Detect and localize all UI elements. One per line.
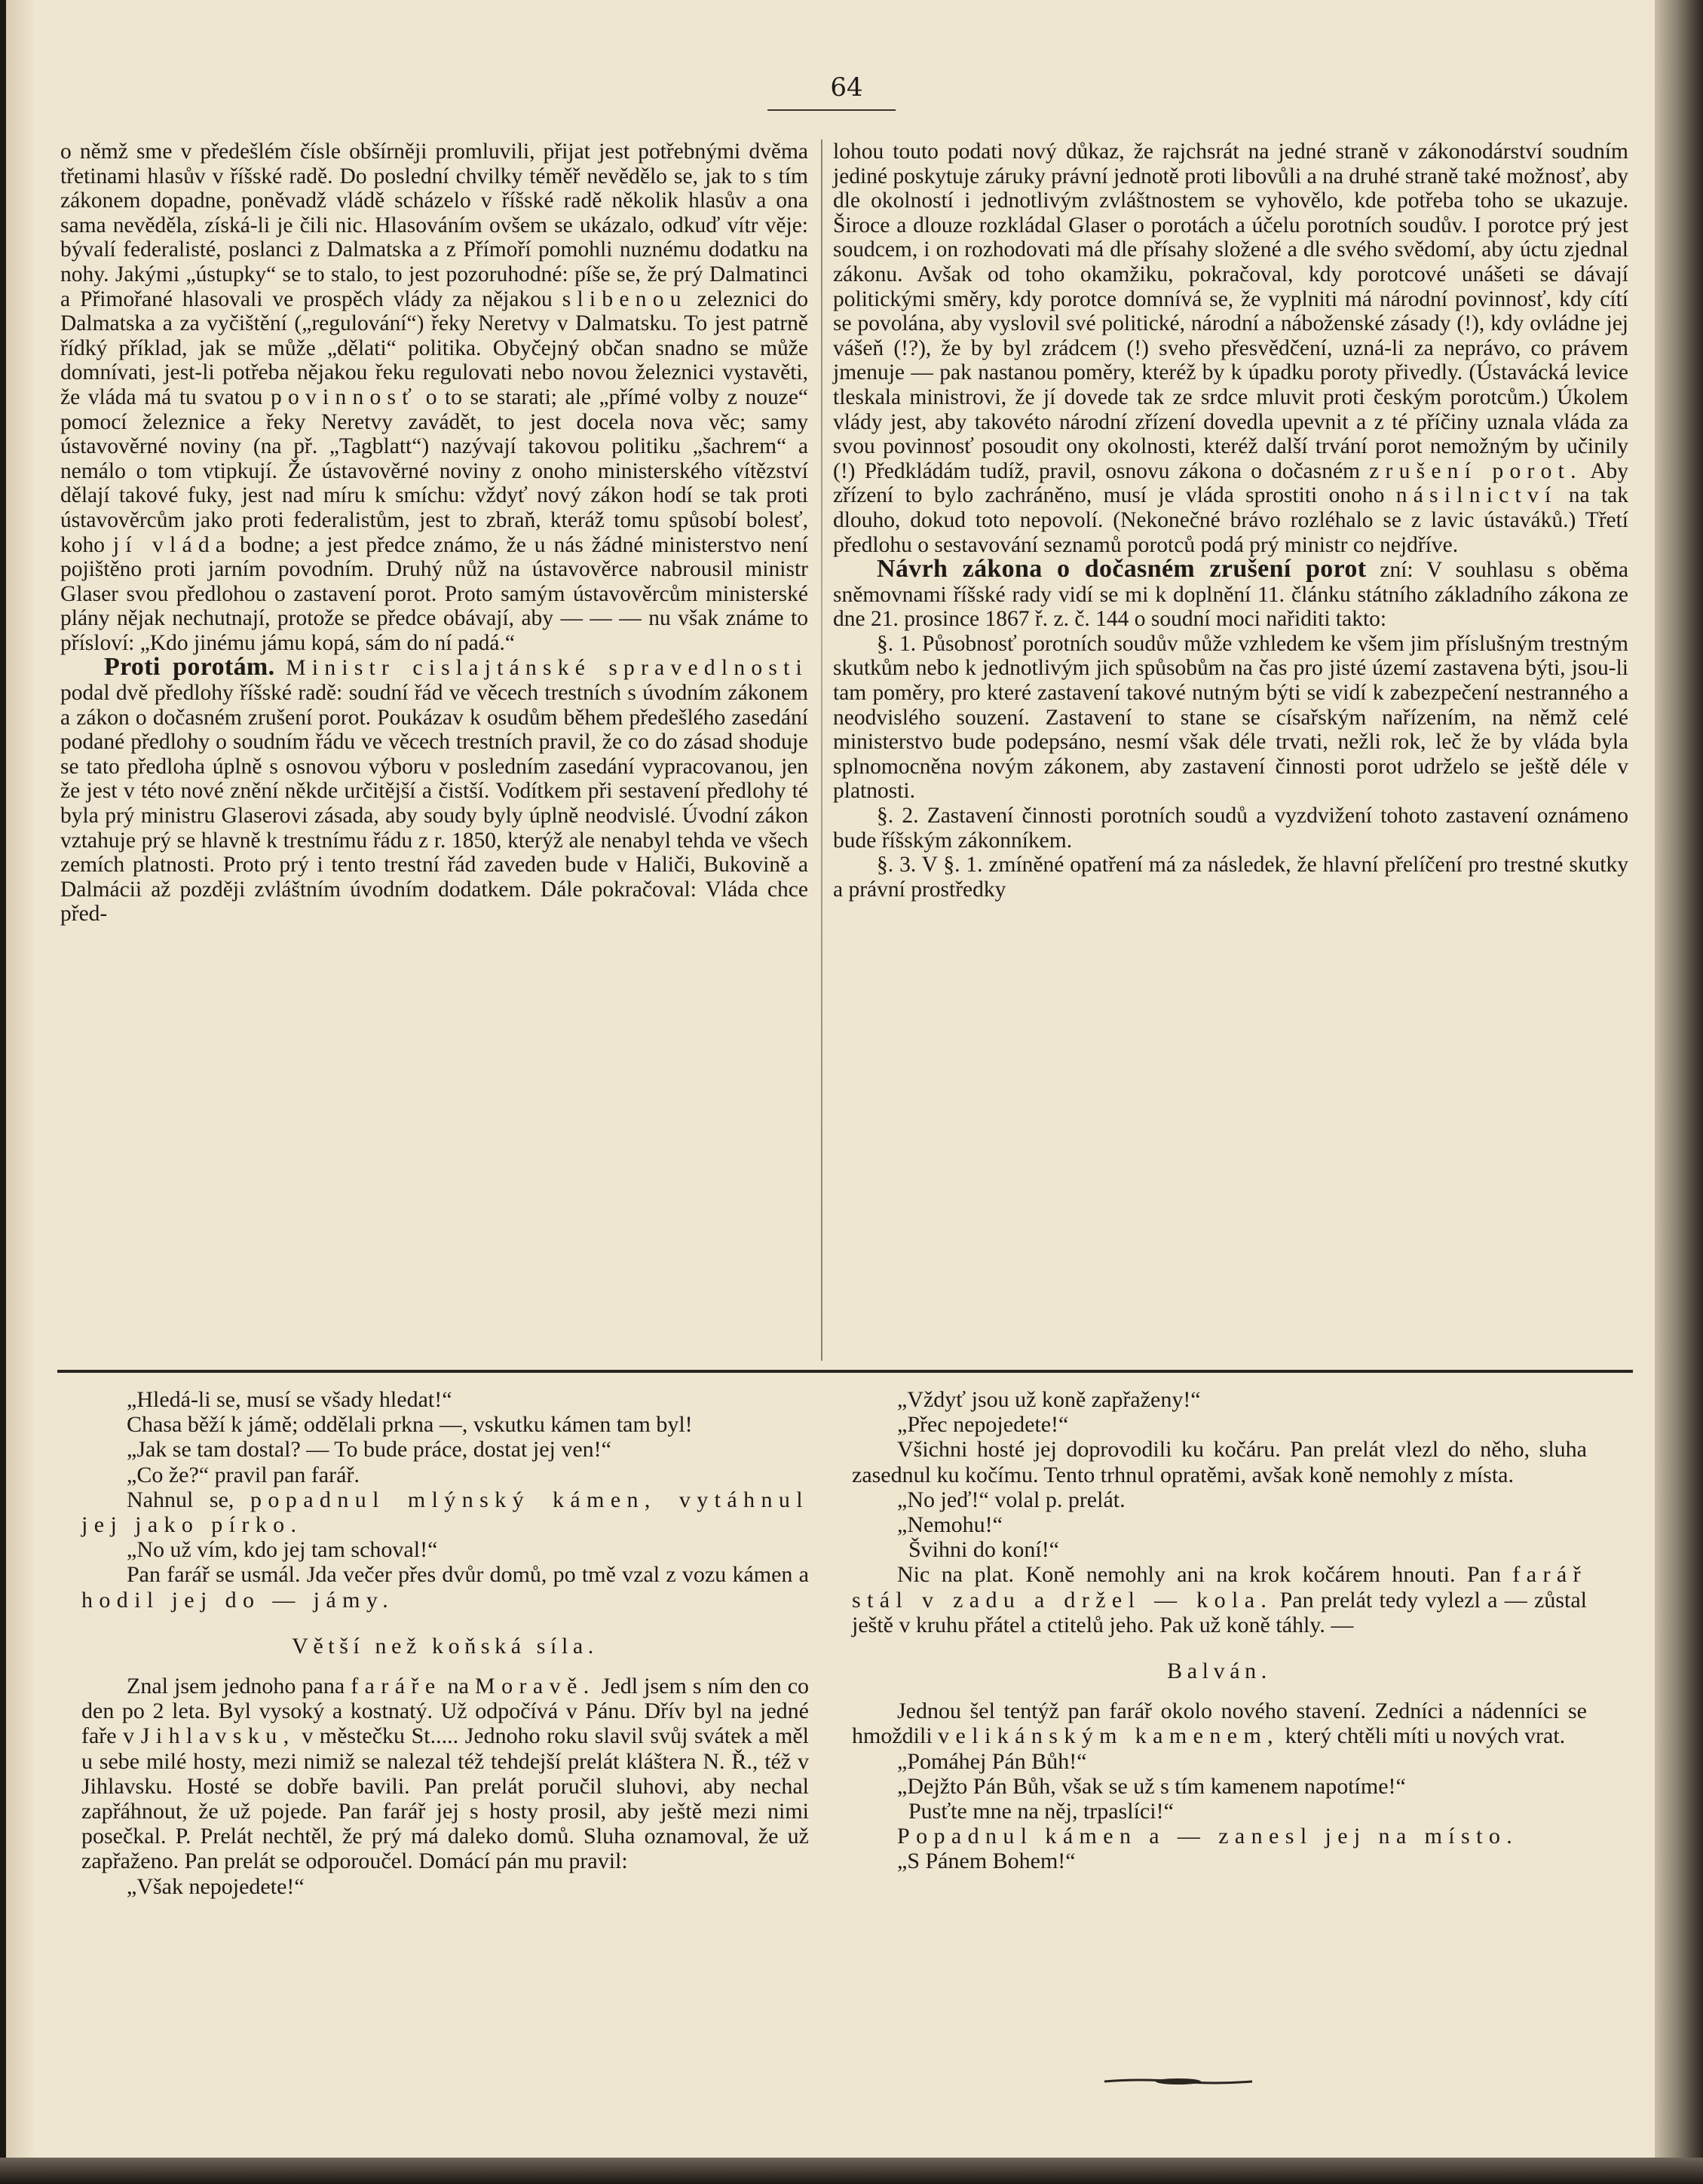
article-paragraph [833, 139, 1628, 557]
law-paragraph: §. 2. Zastavení činnosti porotních soudů a vyzdvižení tohoto zastavení oznámeno bude říšským zákonníkem. [833, 804, 1628, 853]
story-line: „Hledá-li se, musí se všady hledat!“ [127, 1387, 452, 1412]
story-paragraph [852, 1698, 1587, 1748]
text-run: zní: V souhlasu s oběma sněmovnami říšské rady vidí se mi k doplnění 11. článku státního základního zákona ze dne 21. prosince 1867 ř. z. č. 144 o soudní moci nařiditi takto: [833, 558, 1629, 632]
emphasis-text: jí vláda [112, 532, 232, 557]
story-line: „No jeď!“ volal p. prelát. [897, 1487, 1126, 1512]
emphasis-text: hodil jej do — jámy. [81, 1587, 395, 1613]
story-line: „Vždyť jsou už koně zapřaženy!“ [897, 1387, 1201, 1412]
bottom-right-column [852, 1387, 1587, 2133]
emphasis-text: Jihlavsku, [140, 1723, 296, 1749]
page-number-rule [767, 109, 896, 111]
article-paragraph [60, 655, 808, 927]
story-title: Větší než koňská síla. [292, 1633, 599, 1659]
top-left-column [60, 139, 808, 1357]
text-run: který chtěli míti u nových vrat. [1285, 1723, 1566, 1749]
text-run: Znal jsem jednoho pana [127, 1674, 345, 1699]
article-paragraph [833, 557, 1628, 632]
emphasis-text: povinnosť [271, 384, 418, 409]
emphasis-text: velikánským kamenem, [938, 1723, 1280, 1749]
text-run: v městečku St..... Jednoho roku slavil svůj svátek a měl u sebe milé hosty, mezi nimiž se nalezal též tehdejší prelát kláštera N. Ř., též v Jihlavsku. Hosté se dobře bavili. Pan prelát poručil sluhovi, aby nechal zapřáhnout, že už pojede. Pan farář jej s hosty prosil, aby ještě mezi nimi posečkal. P. Prelát nechtěl, že prý má daleko domů. Sluha oznamoval, že už zapřaženo. Pan prelát se odporoučel. Domácí pán mu pravil: [81, 1723, 810, 1874]
text-run: lohou touto podati nový důkaz, že rajchsrát na jedné straně v zákonodárství soudním jediné poskytuje záruky právní jednotě proti libovůli a na druhé straně také možnosť, aby dle okolností i jednotlivým zvláštnostem se vyhovělo, kde potřeba toho se ukazuje. Široce a dlouze rozkládal Glaser o porotách a účelu porotních soudův. I porotce prý jest soudcem, i on rozhodovati má dle přísahy složené a dle svého svědomí, aby úctu zjednal zákonu. Avšak od toho okamžiku, pokračoval, kdy porotcové unášeti se dávají politickými směry, kdy porotce domnívá se, že vyplniti má národní povinnosť, kdy cítí se povolána, aby vyslovil své politické, národní a náboženské zásady (!), kdy ovládne jej vášeň (!?), že by byl zrádcem (!) sveho přesvědčení, uzná-li za neprávo, co právem jmenuje — pak nastanou poměry, kteréž by k úpadku poroty přivedly. (Ústavácká levice tleskala ministrovi, že jí dovede tak ze srdce mluvit proti českým porotcům.) Úkolem vlády jest, aby takovéto národní zřízení dovedla upevnit a z té příčiny uznala vláda za svou povinnosť posoudit ony okolnosti, kteréž další trvání porot nemožným by učinily (!) Předkládám tudíž, pravil, osnovu zákona o dočasném [833, 139, 1628, 483]
emphasis-text: Moravě. [475, 1674, 596, 1699]
emphasis-text: zrušení porot. [1369, 458, 1582, 483]
emphasis-text: slibenou [562, 286, 688, 311]
page-binding-edge [1655, 0, 1703, 2184]
text-run: Aby zřízení to bylo zachráněno, musí je vláda sprostiti onoho [833, 458, 1628, 508]
story-line: Chasa běží k jámě; oddělali prkna —, vskutku kámen tam byl! [127, 1412, 693, 1438]
story-line: „Dejžto Pán Bůh, však se už s tím kamenem napotíme!“ [897, 1773, 1406, 1799]
story-line [81, 1487, 809, 1537]
text-run: Pan prelát tedy vylezl a — zůstal ještě v kruhu přátel a ctitelů jeho. Pak už koně táhly. — [852, 1587, 1588, 1637]
story-line: „S Pánem Bohem!“ [897, 1849, 1076, 1874]
story-title: Balván. [1167, 1659, 1272, 1684]
text-run: Pan farář se usmál. Jda večer přes dvůr domů, po tmě vzal z vozu kámen a [127, 1562, 809, 1588]
article-paragraph [60, 139, 808, 655]
story-line [852, 1824, 1587, 1849]
story-line: Všichni hosté jej doprovodili ku kočáru. Pan prelát vlezl do něho, sluha zasednul ku kočímu. Tento trhnul opratěmi, avšak koně nemohly z místa. [852, 1437, 1587, 1487]
story-line [852, 1562, 1587, 1637]
story-line: „Co že?“ pravil pan farář. [127, 1462, 360, 1487]
text-run: bodne; a jest předce známo, že u nás žádné ministerstvo není pojištěno proti jarním povodním. Druhý nůž na ústavověrce nabrousil ministr Glaser svou předlohou o zastavení porot. Proto samým ústavověrcům ministerské plány nějak nechutnají, protože se předce obávají, aby — — — nu však známe to přísloví: „Kdo jinému jámu kopá, sám do ní padá.“ [60, 532, 808, 655]
section-divider-rule [57, 1370, 1633, 1373]
page-edge-stain [6, 0, 36, 2164]
text-run: Jednou šel tentýž pan farář okolo nového stavení. Zedníci a nádenníci se hmoždili [852, 1698, 1587, 1749]
story-line: „Však nepojedete!“ [127, 1873, 305, 1899]
text-run: na tak dlouho, dokud toto nepovolí. (Nekonečné brávo rozléhalo se z lavic ústaváků.) Třetí předlohu o sestavování seznamů porotců podá prý ministr co nejdříve. [833, 483, 1629, 557]
emphasis-text: násilnictví [1395, 483, 1558, 508]
story-line [81, 1562, 809, 1612]
text-run: Nic na plat. Koně nemohly ani na krok kočárem hnouti. Pan [897, 1562, 1501, 1588]
story-line: „Nemohu!“ [897, 1512, 1003, 1538]
law-paragraph: §. 3. V §. 1. zmíněné opatření má za následek, že hlavní přelíčení pro trestné skutky a právní prostředky [833, 853, 1628, 902]
story-line: „Přec nepojedete!“ [897, 1412, 1069, 1438]
section-heading: Proti porotám. [104, 653, 275, 682]
story-line: „No už vím, kdo jej tam schoval!“ [127, 1537, 438, 1563]
story-line: „Jak se tam dostal? — To bude práce, dostat jej ven!“ [127, 1437, 611, 1463]
section-heading: Návrh zákona o dočasném zrušení porot [877, 555, 1367, 584]
text-run: o němž sme v předešlém čísle obšírněji promluvili, přijat jest potřebnými dvěma třetinami hlasův v říšské radě. Do poslední chvilky téměř nevědělo se, jak to s tím zákonem dopadne, poněvadž vládě scházelo v říšské radě několik hlasův a ona sama nevěděla, získá-li je čili nic. Hlasováním ovšem se ukázalo, odkuď vítr věje: bývalí federalisté, poslanci z Dalmatska a z Přímoří pomohli nuznému dodatku na nohy. Jakými „ústupky“ se to stalo, to jest pozoruhodné: píše se, že prý Dalmatinci a Přimořané hlasovali ve prospěch vlády za nějakou [60, 139, 808, 311]
text-run: zeleznici do Dalmatska a za vyčištění („regulování“) řeky Neretvy v Dalmatsku. To jest patrně řídký příklad, jak se může „dělati“ politika. Obyčejný občan snadno se může domnívati, jest-li potřeba nějakou řeku regulovati nebo novou železnici vystavěti, že vláda má tu svatou [60, 286, 809, 409]
emphasis-text: farář stál v zadu a držel — kola. [852, 1562, 1588, 1613]
text-run: na [447, 1674, 469, 1699]
story-line: Švihni do koní!“ [908, 1537, 1059, 1563]
page-bottom-edge [0, 2158, 1703, 2184]
story-line: „Pomáhej Pán Bůh!“ [897, 1748, 1087, 1774]
newspaper-page [6, 0, 1674, 2164]
page-number: 64 [830, 72, 863, 103]
end-ornament-icon [1103, 2075, 1254, 2088]
text-run: podal dvě předlohy říšské radě: soudní řád ve věcech trestních s úvodním zákonem a zákon o dočasném zrušení porot. Poukázav k osudům během předešlého zasedání podané předlohy o soudním řádu ve věcech trestních pravil, že co do zásad shoduje se tato předloha úplně s osnovou výboru v posledním zasedání vypracovanou, jen že jest v této nové znění někde určitější a čistší. Vodítkem při sestavení předlohy té byla prý ministru Glaserovi zásada, aby soudy byly úplně neodvislé. Úvodní zákon vztahuje prý se hlavně k trestnímu řádu z r. 1850, kterýž ale nenabyl tehda ve všech zemích platnosti. Proto prý i tento trestní řád zaveden bude v Haliči, Bukovině a Dalmácii až později zvláštním úvodním dodatkem. Dále pokračoval: Vláda chce před- [60, 681, 808, 927]
emphasis-text: Ministr cislajtánské spravedlnosti [286, 656, 809, 681]
emphasis-text: popadnul mlýnský kámen, vytáhnul jej jako pírko. [81, 1487, 810, 1538]
text-run: Jedl jsem s ním den co den po 2 leta. Byl vysoký a kostnatý. Už odpočívá v Pánu. Dřív byl na jedné faře v [81, 1674, 810, 1749]
column-divider [821, 139, 822, 1361]
law-paragraph: §. 1. Působnosť porotních soudův může vzhledem ke všem jim příslušným trestným skutkům nebo k jednotlivým jich spůsobům na čas pro jisté území zastavena býti, jsou-li tam poměry, pro které zastavení takové nutným býti se vidí k zabezpečení nestranného a neodvislého souzení. Zastavení to stane se císařským nařízením, na němž celé ministerstvo bude podepsáno, nesmí však déle trvati, nežli rok, leč že by vláda byla splnomocněna novým zákonem, aby zastavení činnosti porot udrželo se ještě déle v platnosti. [833, 631, 1628, 804]
story-paragraph [81, 1674, 809, 1874]
bottom-left-column [81, 1387, 809, 2133]
emphasis-text: Popadnul kámen a — zanesl jej na místo. [897, 1824, 1519, 1849]
top-right-column [833, 139, 1628, 1357]
emphasis-text: faráře [351, 1674, 442, 1699]
story-line: Pusťte mne na něj, trpaslíci!“ [908, 1799, 1174, 1824]
text-run: o to se starati; ale „přímé volby z nouze“ pomocí železnice a řeky Neretvy zavádět, to jest docela nova věc; samy ústavověrné noviny (na př. „Tagblatt“) nazývají takovou politiku „šachrem“ a nemálo o tom vtipkují. Že ústavověrné noviny z onoho ministerského vítězství dělají takové fuky, jest nad míru k smíchu: vždyť nový zákon hodí se tak proti ústavověrcům jako proti federalistům, jest to zbraň, kteráž tomu spůsobí bolesť, koho [60, 384, 809, 557]
text-run: Nahnul se, [127, 1487, 234, 1512]
